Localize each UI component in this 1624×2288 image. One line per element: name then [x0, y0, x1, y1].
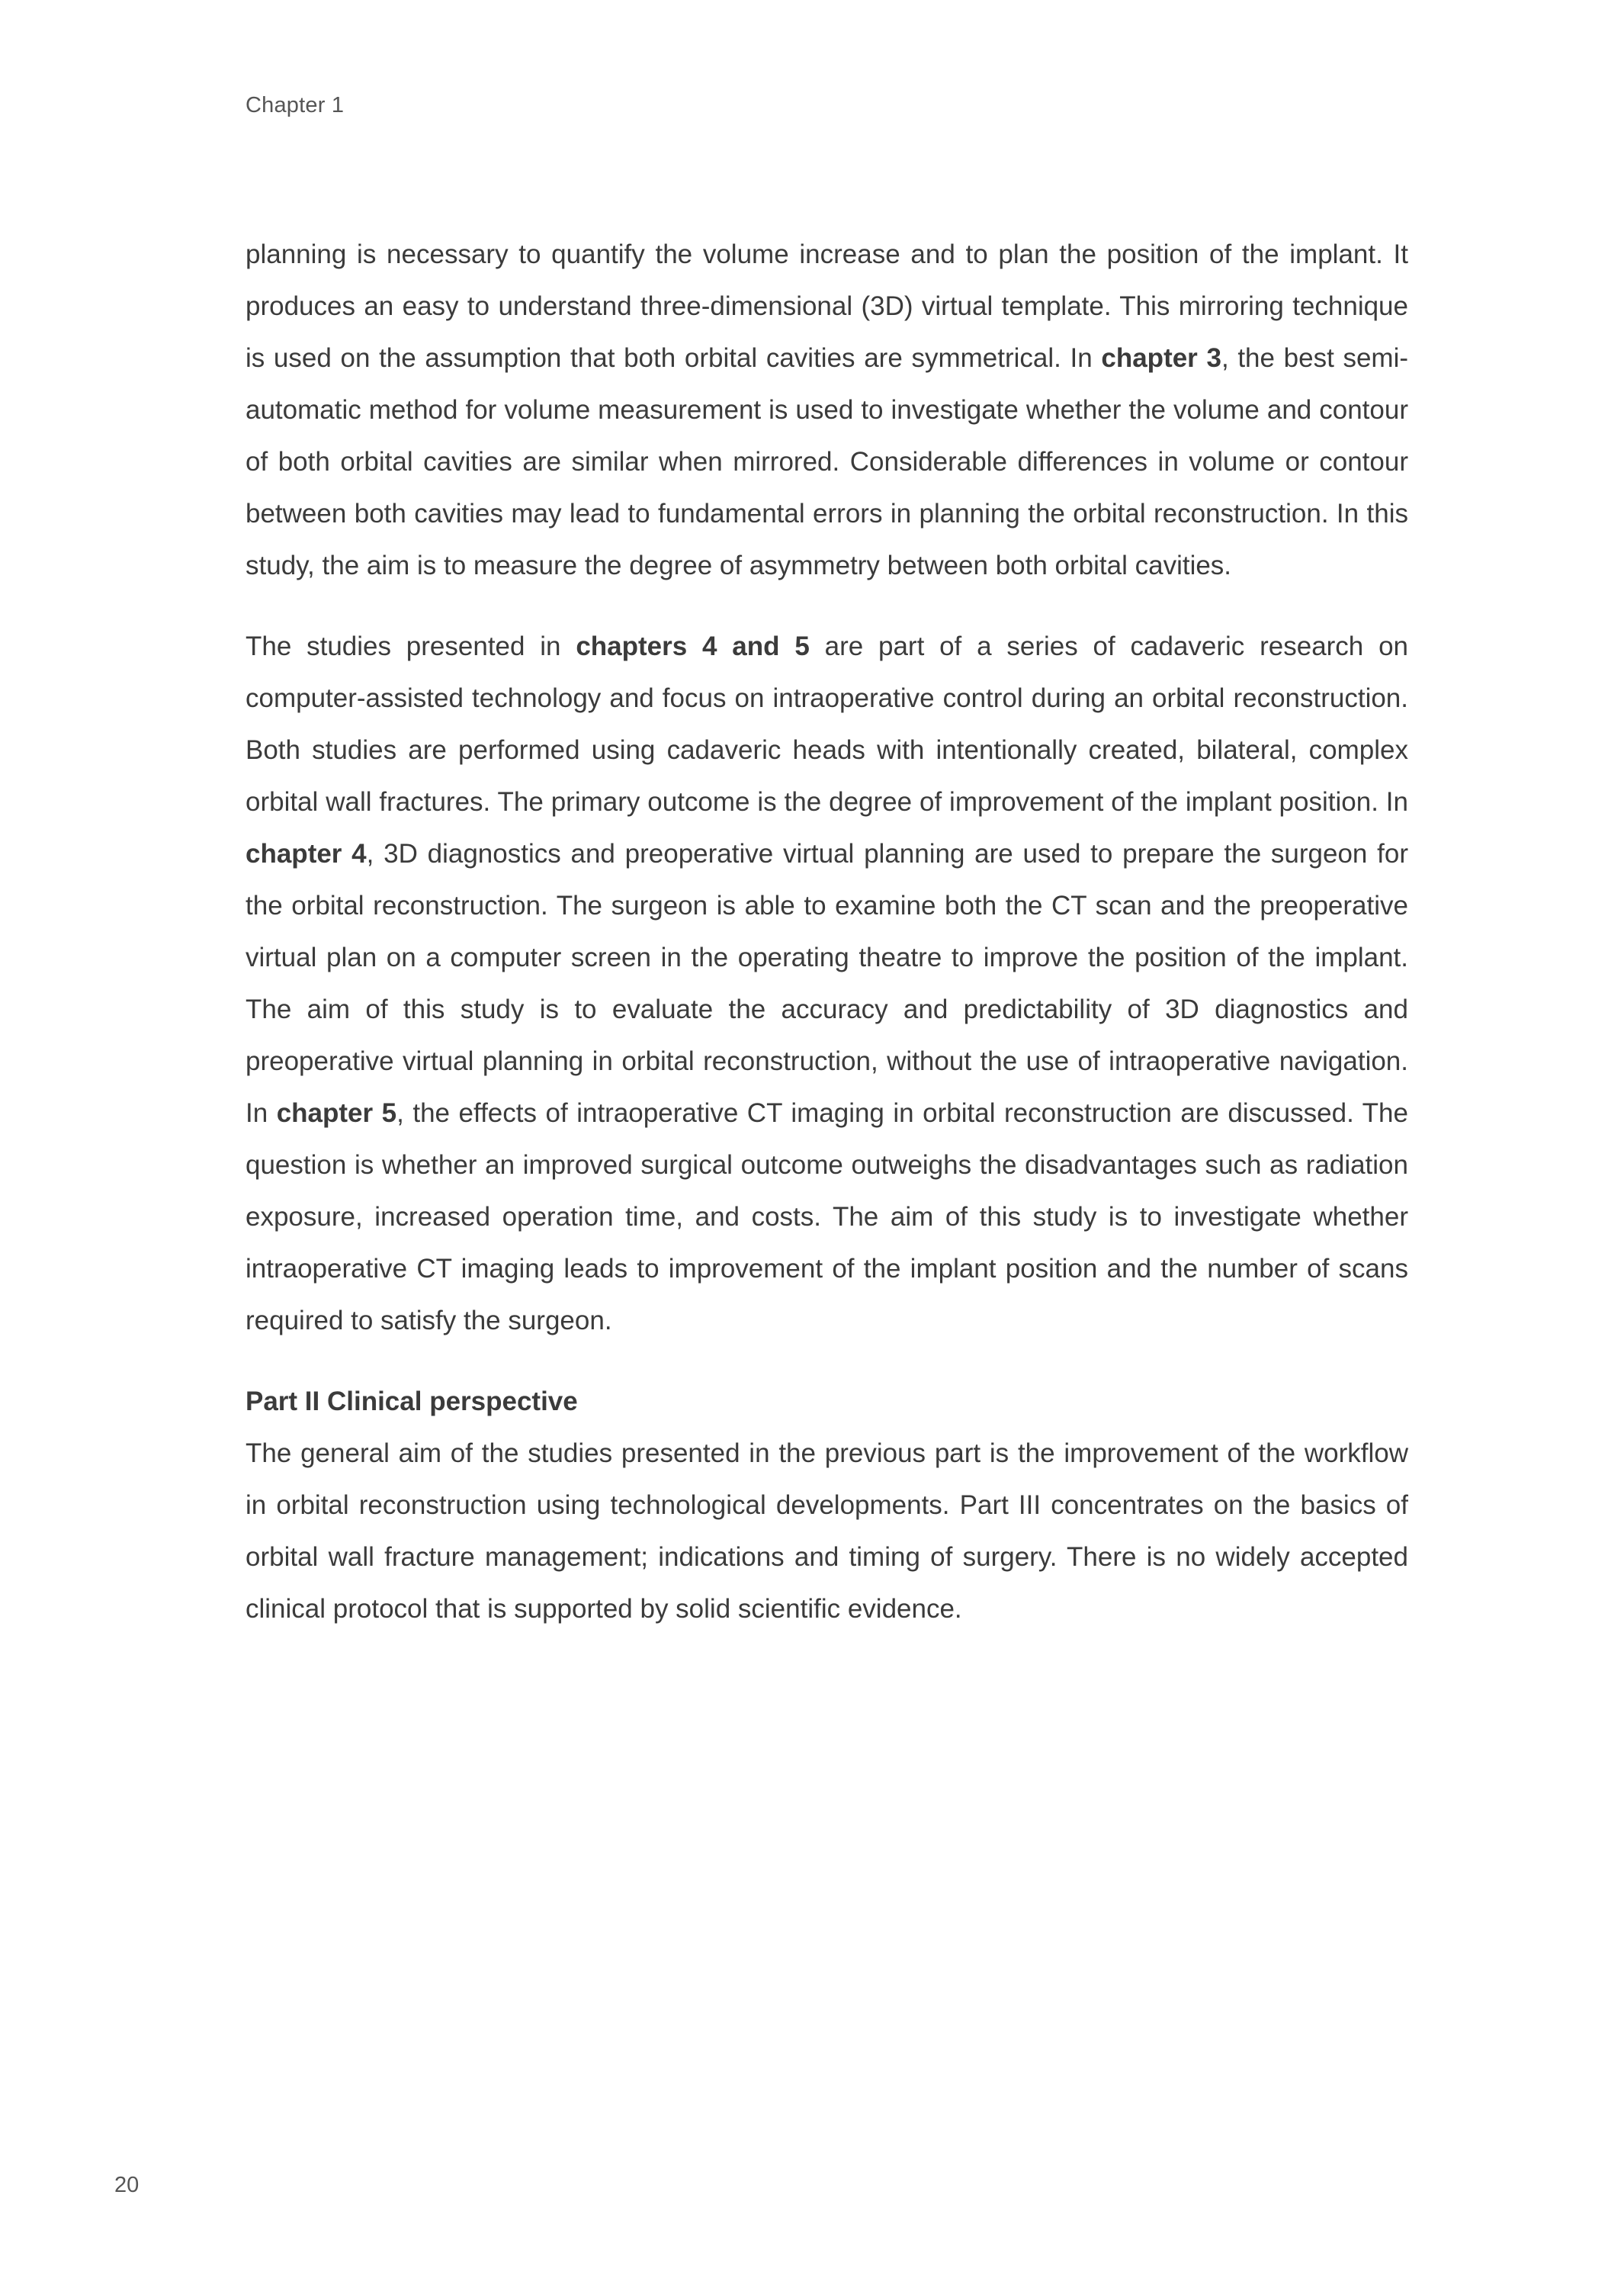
page-body	[246, 229, 1408, 1635]
paragraph-2-text-part-4: , the effects of intraoperative CT imaging in orbital reconstruction are discussed. The question is whether an improved surgical outcome outweighs the disadvantages such as radiation exposure, increased operation time, and costs. The aim of this study is to investigate whether intraoperative CT imaging leads to improvement of the implant position and the number of scans required to satisfy the surgeon.	[246, 1098, 1408, 1335]
paragraph-3: The general aim of the studies presented in the previous part is the improvement of the workflow in orbital reconstruction using technological developments. Part III concentrates on the basics of orbital wall fracture management; indications and timing of surgery. There is no widely accepted clinical protocol that is supported by solid scientific evidence.	[246, 1438, 1408, 1624]
paragraph-1-text-part-1: planning is necessary to quantify the volume increase and to plan the position of the implant. It produces an easy to understand three-dimensional (3D) virtual template. This mirroring technique is used on the assumption that both orbital cavities are symmetrical. In	[246, 239, 1408, 373]
paragraph-2-text-part-3: , 3D diagnostics and preoperative virtual planning are used to prepare the surgeon for the orbital reconstruction. The surgeon is able to examine both the CT scan and the preoperative virtual plan on a computer screen in the operating theatre to improve the position of the implant. The aim of this study is to evaluate the accuracy and predictability of 3D diagnostics and preoperative virtual planning in orbital reconstruction, without the use of intraoperative navigation. In	[246, 839, 1408, 1128]
chapter-reference-4: chapter 4	[246, 839, 367, 869]
chapter-reference-4-and-5: chapters 4 and 5	[576, 631, 810, 661]
paragraph-2-text-part-2: are part of a series of cadaveric research on computer-assisted technology and focus on intraoperative control during an orbital reconstruction. Both studies are performed using cadaveric heads with intentionally created, bilateral, complex orbital wall fractures. The primary outcome is the degree of improvement of the implant position. In	[246, 631, 1409, 817]
section-heading: Part II Clinical perspective	[246, 1387, 578, 1416]
page-number: 20	[114, 2173, 140, 2197]
paragraph-1	[246, 229, 1408, 592]
paragraph-2-text-part-1: The studies presented in	[246, 631, 576, 661]
chapter-reference-3: chapter 3	[1101, 343, 1221, 373]
paragraph-2	[246, 621, 1408, 1347]
running-head: Chapter 1	[246, 93, 345, 117]
chapter-reference-5: chapter 5	[276, 1098, 397, 1128]
paragraph-1-text-part-2: , the best semi-automatic method for volume measurement is used to investigate whether the volume and contour of both orbital cavities are similar when mirrored. Considerable differences in volume or contour between both cavities may lead to fundamental errors in planning the orbital reconstruction. In this study, the aim is to measure the degree of asymmetry between both orbital cavities.	[246, 343, 1409, 580]
